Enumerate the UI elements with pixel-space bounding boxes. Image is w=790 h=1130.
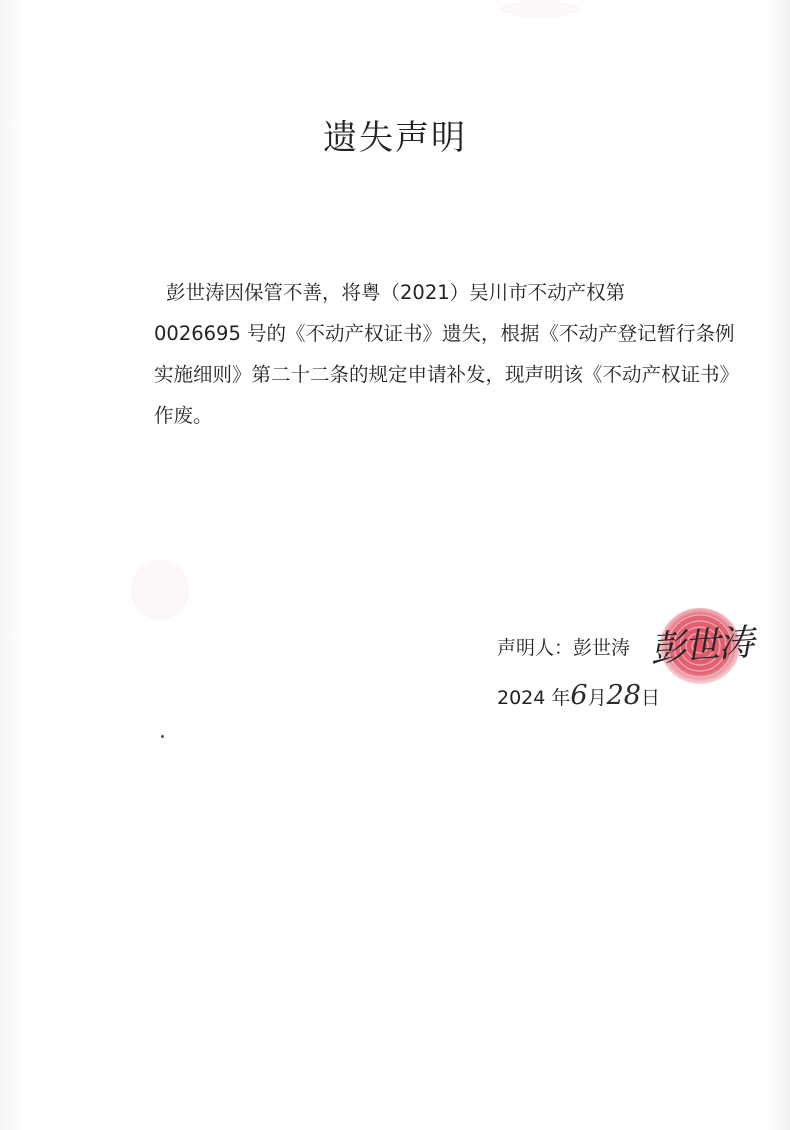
paper-speck bbox=[161, 735, 164, 738]
body-line: 作废。 bbox=[154, 404, 213, 427]
paper-stain bbox=[130, 560, 190, 620]
signer-label: 声明人： bbox=[497, 637, 574, 659]
body-line: 0026695 号的《不动产权证书》遗失，根据《不动产登记暂行条例 bbox=[154, 322, 735, 345]
body-line: 实施细则》第二十二条的规定申请补发，现声明该《不动产权证书》 bbox=[154, 363, 740, 386]
signer-line bbox=[497, 633, 630, 660]
date-month: 6 bbox=[570, 680, 588, 711]
date-day: 28 bbox=[606, 680, 641, 711]
date-year-suffix: 年 bbox=[551, 687, 571, 709]
declaration-body bbox=[154, 272, 740, 436]
signer-name: 彭世涛 bbox=[573, 637, 631, 659]
date-month-suffix: 月 bbox=[587, 687, 607, 709]
body-line: 彭世涛因保管不善，将粤（2021）吴川市不动产权第 bbox=[166, 281, 626, 304]
handwritten-signature: 彭世涛 bbox=[648, 622, 754, 671]
declaration-date bbox=[497, 680, 660, 711]
date-year: 2024 bbox=[497, 687, 546, 709]
date-day-suffix: 日 bbox=[640, 687, 660, 709]
document-title: 遗失声明 bbox=[323, 118, 467, 158]
paper-stain bbox=[500, 0, 580, 18]
